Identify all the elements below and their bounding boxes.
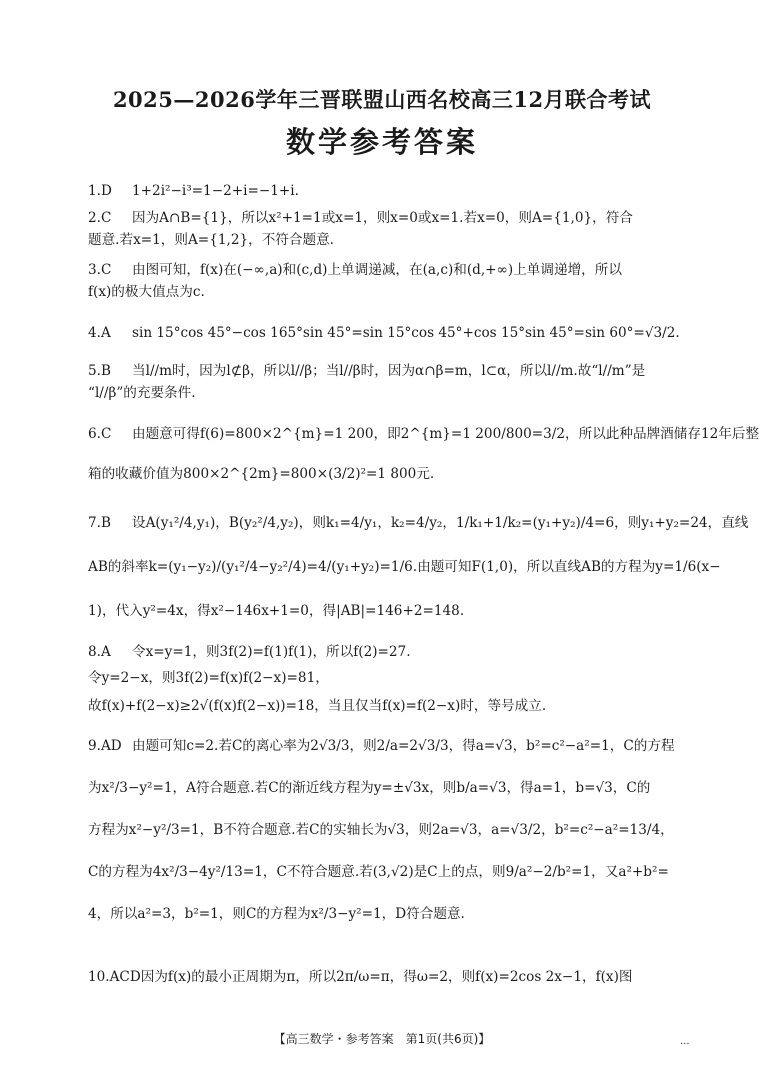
answer-item <box>88 259 698 303</box>
answer-number: 4.A <box>88 325 111 341</box>
answer-number: 1.D <box>88 183 112 199</box>
answer-text: 由题意可得f(6)=800×2^{m}=1 200，即2^{m}=1 200/800=3/2，所以此种品牌酒储存12年后整 <box>132 426 760 442</box>
answer-number: 3.C <box>88 262 112 278</box>
answer-text: sin 15°cos 45°−cos 165°sin 45°=sin 15°cos 45°+cos 15°sin 45°=sin 60°=√3/2. <box>132 325 680 341</box>
page-footer: 【高三数学・参考答案 第1页(共6页)】 <box>273 1032 491 1046</box>
answer-item <box>88 423 760 485</box>
answer-item <box>88 180 698 202</box>
answer-text: 由图可知，f(x)在(−∞,a)和(c,d)上单调递减，在(a,c)和(d,+∞)上单调递增，所以 <box>132 262 622 278</box>
answer-item <box>88 641 698 717</box>
answer-text: 1+2i²−i³=1−2+i=−1+i. <box>132 183 299 199</box>
answer-number: 7.B <box>88 515 111 531</box>
exam-title: 2025—2026学年三晋联盟山西名校高三12月联合考试 <box>112 87 652 112</box>
answer-text: 设A(y₁²/4,y₁)，B(y₂²/4,y₂)，则k₁=4/y₁，k₂=4/y₂，1/k₁+1/k₂=(y₁+y₂)/4=6，则y₁+y₂=24，直线 <box>132 515 749 531</box>
answer-number: 2.C <box>88 210 112 226</box>
answer-text: 当l//m时，因为l⊄β，所以l//β；当l//β时，因为α∩β=m，l⊂α，所以l//m.故“l//m”是 <box>132 363 646 379</box>
answer-item <box>88 207 698 251</box>
answer-text: 因为A∩B={1}，所以x²+1=1或x=1，则x=0或x=1.若x=0，则A={1,0}，符合 <box>132 210 633 226</box>
answer-text: AB的斜率k=(y₁−y₂)/(y₁²/4−y₂²/4)=4/(y₁+y₂)=1/6.由题可知F(1,0)，所以直线AB的方程为y=1/6(x− <box>88 559 721 575</box>
answer-text: “l//β”的充要条件. <box>88 385 196 401</box>
answer-text: 为x²/3−y²=1，A符合题意.若C的渐近线方程为y=±√3x，则b/a=√3，得a=1，b=√3，C的 <box>88 780 651 796</box>
answer-text: 4，所以a²=3，b²=1，则C的方程为x²/3−y²=1，D符合题意. <box>88 906 465 922</box>
answer-text: 方程为x²−y²/3=1，B不符合题意.若C的实轴长为√3，则2a=√3，a=√3/2，b²=c²−a²=13/4， <box>88 822 674 838</box>
answer-text: 1)，代入y²=4x，得x²−146x+1=0，得|AB|=146+2=148. <box>88 603 465 619</box>
answer-item <box>88 512 749 622</box>
answer-text: 箱的收藏价值为800×2^{2m}=800×(3/2)²=1 800元. <box>88 466 435 482</box>
answer-number: 5.B <box>88 363 111 379</box>
footer-mark: ... <box>680 1036 690 1047</box>
answer-text: 令y=2−x，则3f(2)=f(x)f(2−x)=81， <box>88 670 329 686</box>
answer-text: C的方程为4x²/3−4y²/13=1，C不符合题意.若(3,√2)是C上的点，则9/a²−2/b²=1，又a²+b²= <box>88 864 669 880</box>
answer-item <box>88 322 698 344</box>
answer-key-title: 数学参考答案 <box>285 125 478 159</box>
answer-text: 因为f(x)的最小正周期为π，所以2π/ω=π，得ω=2，则f(x)=2cos 2x−1，f(x)图 <box>140 969 633 985</box>
answer-number: 6.C <box>88 426 112 442</box>
answer-text: 由题可知c=2.若C的离心率为2√3/3，则2/a=2√3/3，得a=√3，b²=c²−a²=1，C的方程 <box>132 738 675 754</box>
answer-item <box>88 966 698 988</box>
answer-item <box>88 735 698 925</box>
answer-item <box>88 360 698 404</box>
answer-text: 题意.若x=1，则A={1,2}，不符合题意. <box>88 232 335 248</box>
answer-number: 10.ACD <box>88 969 141 985</box>
answer-number: 8.A <box>88 644 111 660</box>
answer-text: 令x=y=1，则3f(2)=f(1)f(1)，所以f(2)=27. <box>132 644 411 660</box>
answer-text: 故f(x)+f(2−x)≥2√(f(x)f(2−x))=18，当且仅当f(x)=f(2−x)时，等号成立. <box>88 698 547 714</box>
answer-number: 9.AD <box>88 738 122 754</box>
answer-text: f(x)的极大值点为c. <box>88 284 205 300</box>
